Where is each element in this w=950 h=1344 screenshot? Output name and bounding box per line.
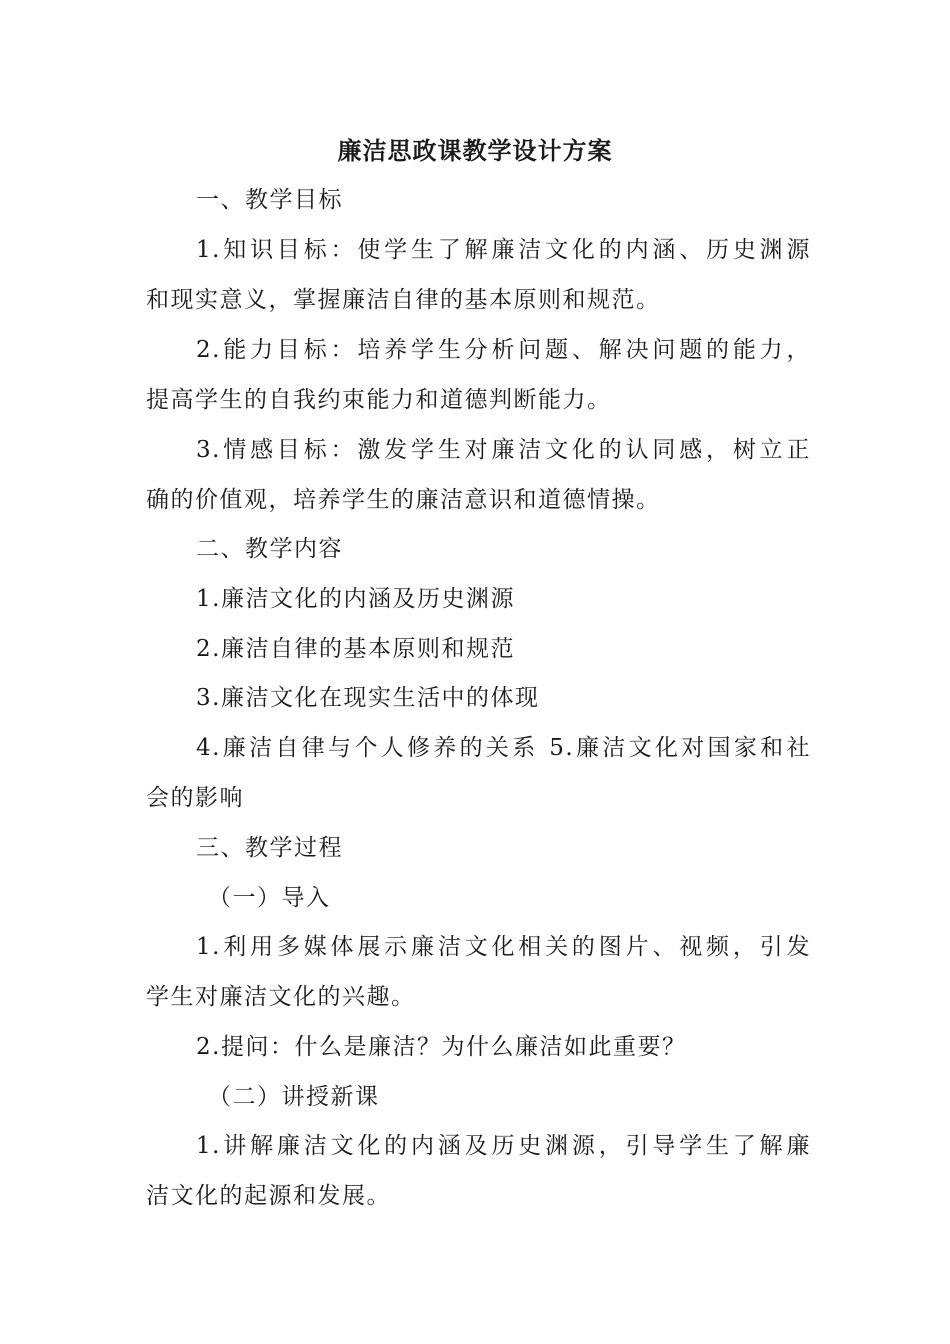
paragraph-line: 洁文化的起源和发展。: [146, 1183, 391, 1209]
paragraph-line: 2.能力目标：培养学生分析问题、解决问题的能力，: [196, 337, 811, 363]
list-item: 1.廉洁文化的内涵及历史渊源: [196, 586, 515, 612]
paragraph-line: 1.讲解廉洁文化的内涵及历史渊源，引导学生了解廉: [196, 1133, 811, 1159]
paragraph-line: 2.提问：什么是廉洁？为什么廉洁如此重要？: [196, 1034, 687, 1060]
subsection-heading-new-lesson: （二）讲授新课: [208, 1084, 380, 1110]
subsection-heading-intro: （一）导入: [208, 885, 331, 911]
list-item: 3.廉洁文化在现实生活中的体现: [196, 685, 540, 711]
section-heading-process: 三、教学过程: [196, 835, 343, 861]
section-heading-objectives: 一、教学目标: [196, 187, 343, 213]
paragraph-line: 和现实意义，掌握廉洁自律的基本原则和规范。: [146, 287, 661, 313]
list-item: 2.廉洁自律的基本原则和规范: [196, 636, 515, 662]
paragraph-line: 提高学生的自我约束能力和道德判断能力。: [146, 387, 612, 413]
paragraph-line: 确的价值观，培养学生的廉洁意识和道德情操。: [146, 487, 661, 513]
document-title: 廉洁思政课教学设计方案: [337, 136, 613, 165]
paragraph-line: 4.廉洁自律与个人修养的关系 5.廉洁文化对国家和社: [196, 735, 811, 761]
paragraph-line: 3.情感目标：激发学生对廉洁文化的认同感，树立正: [196, 437, 811, 463]
paragraph-line: 会的影响: [146, 785, 244, 811]
paragraph-line: 1.知识目标：使学生了解廉洁文化的内涵、历史渊源: [196, 237, 811, 263]
paragraph-line: 1.利用多媒体展示廉洁文化相关的图片、视频，引发: [196, 934, 811, 960]
section-heading-content: 二、教学内容: [196, 536, 343, 562]
paragraph-line: 学生对廉洁文化的兴趣。: [146, 984, 416, 1010]
